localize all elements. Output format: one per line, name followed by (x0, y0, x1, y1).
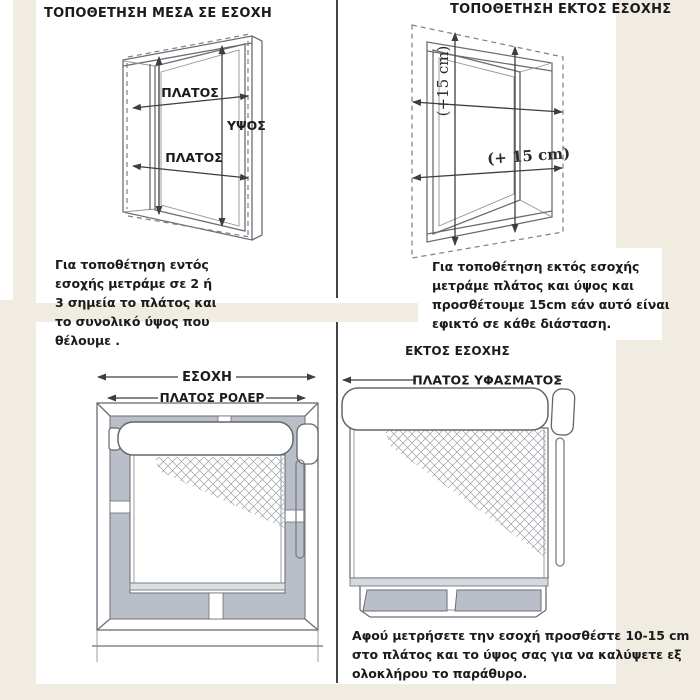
caption-inside-recess: Για τοποθέτηση εντός εσοχής μετράμε σε 2 ή 3 σημεία το πλάτος και το συνολικό ύψος που θέλουμε . (55, 257, 217, 348)
width-label-top: ΠΛΑΤΟΣ (161, 85, 219, 100)
caption-outside-recess: Για τοποθέτηση εκτός εσοχής μετράμε πλάτος και ύψος και προσθέτουμε 15cm εάν αυτό είναι εφικτό σε κάθε διάσταση. (432, 259, 670, 331)
roller-tube (342, 388, 548, 430)
vertical-divider-top (336, 0, 338, 298)
recess-label: ΕΣΟΧΗ (182, 370, 232, 385)
vertical-divider-bottom (336, 322, 338, 683)
right-bracket (551, 388, 575, 435)
window-frame-behind (360, 586, 546, 617)
fabric-width-dimension (343, 371, 562, 388)
height-label: ΥΨΟΣ (227, 118, 266, 133)
frame-panel-right (455, 590, 541, 611)
wall-sill-lines (92, 630, 323, 662)
width-arrow-bottom (413, 168, 562, 178)
window-outside-recess-drawing (395, 15, 585, 265)
width-label-bottom: ΠΛΑΤΟΣ (165, 150, 223, 165)
section-title-inside-recess: ΤΟΠΟΘΕΤΗΣΗ ΜΕΣΑ ΣΕ ΕΣΟΧΗ (44, 6, 272, 21)
window-inside-recess-drawing (38, 0, 274, 260)
left-edge-strip (0, 0, 13, 300)
section-title-outside-recess: ΤΟΠΟΘΕΤΗΣΗ ΕΚΤΟΣ ΕΣΟΧΗΣ (450, 2, 672, 17)
roller-outside-recess-drawing (340, 362, 620, 624)
roller-inside-recess-drawing (60, 358, 330, 670)
recess-dimension (98, 368, 315, 385)
blind-bottom-bar (350, 578, 548, 586)
roller-blind (342, 388, 575, 586)
window-perspective-frame (123, 34, 262, 240)
frame-panel-left (363, 590, 447, 611)
plus15-horizontal-label: (+ 15 cm) (486, 144, 571, 168)
roller-width-label: ΠΛΑΤΟΣ ΡΟΛΕΡ (159, 391, 265, 405)
caption-roller-outside: Αφού μετρήσετε την εσοχή προσθέστε 10-15 cm στο πλάτος και το ύψος σας για να καλύψετε εξ ολοκλήρου το παράθυρο. (352, 628, 690, 681)
roller-tube (118, 422, 293, 455)
chain-loop (556, 438, 564, 566)
blind-bottom-bar (130, 583, 285, 590)
right-bracket (297, 424, 318, 464)
fabric-width-label: ΠΛΑΤΟΣ ΥΦΑΣΜΑΤΟΣ (412, 372, 562, 388)
plus15-vertical-label: (+15 cm) (434, 45, 452, 117)
section-title-roller-outside: ΕΚΤΟΣ ΕΣΟΧΗΣ (405, 344, 510, 358)
